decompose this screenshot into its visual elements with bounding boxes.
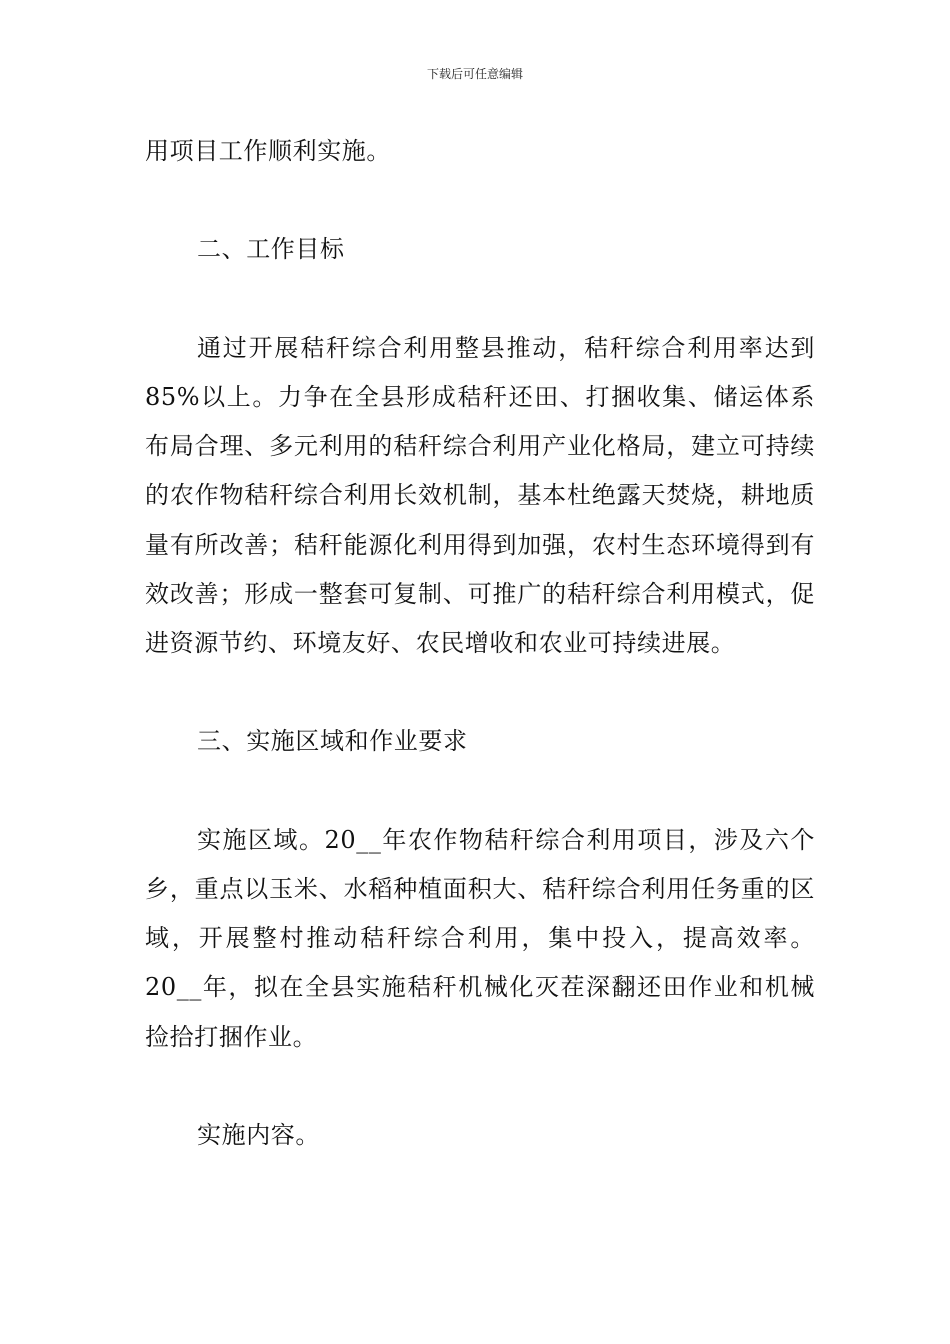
paragraph-implementation-area: 实施区域。20__年农作物秸秆综合利用项目，涉及六个乡，重点以玉米、水稻种植面积大、秸秆综合利用任务重的区域，开展整村推动秸秆综合利用，集中投入，提高效率。20__年，拟在全县实施秸秆机械化灭茬深翻还田作业和机械捡拾打捆作业。 [145, 825, 815, 1051]
paragraph-work-goals: 通过开展秸秆综合利用整县推动，秸秆综合利用率达到85%以上。力争在全县形成秸秆还田、打捆收集、储运体系布局合理、多元利用的秸秆综合利用产业化格局，建立可持续的农作物秸秆综合利用长效机制，基本杜绝露天焚烧，耕地质量有所改善；秸秆能源化利用得到加强，农村生态环境得到有效改善；形成一整套可复制、可推广的秸秆综合利用模式，促进资源节约、环境友好、农民增收和农业可持续进展。 [145, 333, 815, 657]
section-heading-implementation-area: 三、实施区域和作业要求 [197, 727, 468, 756]
paragraph-implementation-content: 实施内容。 [197, 1120, 320, 1149]
section-heading-work-goals: 二、工作目标 [197, 235, 345, 264]
paragraph-gap [145, 1062, 815, 1111]
document-body [145, 127, 815, 1160]
paragraph-gap [145, 767, 815, 816]
paragraph-continuation: 用项目工作顺利实施。 [145, 137, 391, 165]
page-header-note: 下载后可任意编辑 [426, 67, 523, 81]
paragraph-gap [145, 668, 815, 717]
paragraph-gap [145, 275, 815, 324]
paragraph-gap [145, 176, 815, 225]
